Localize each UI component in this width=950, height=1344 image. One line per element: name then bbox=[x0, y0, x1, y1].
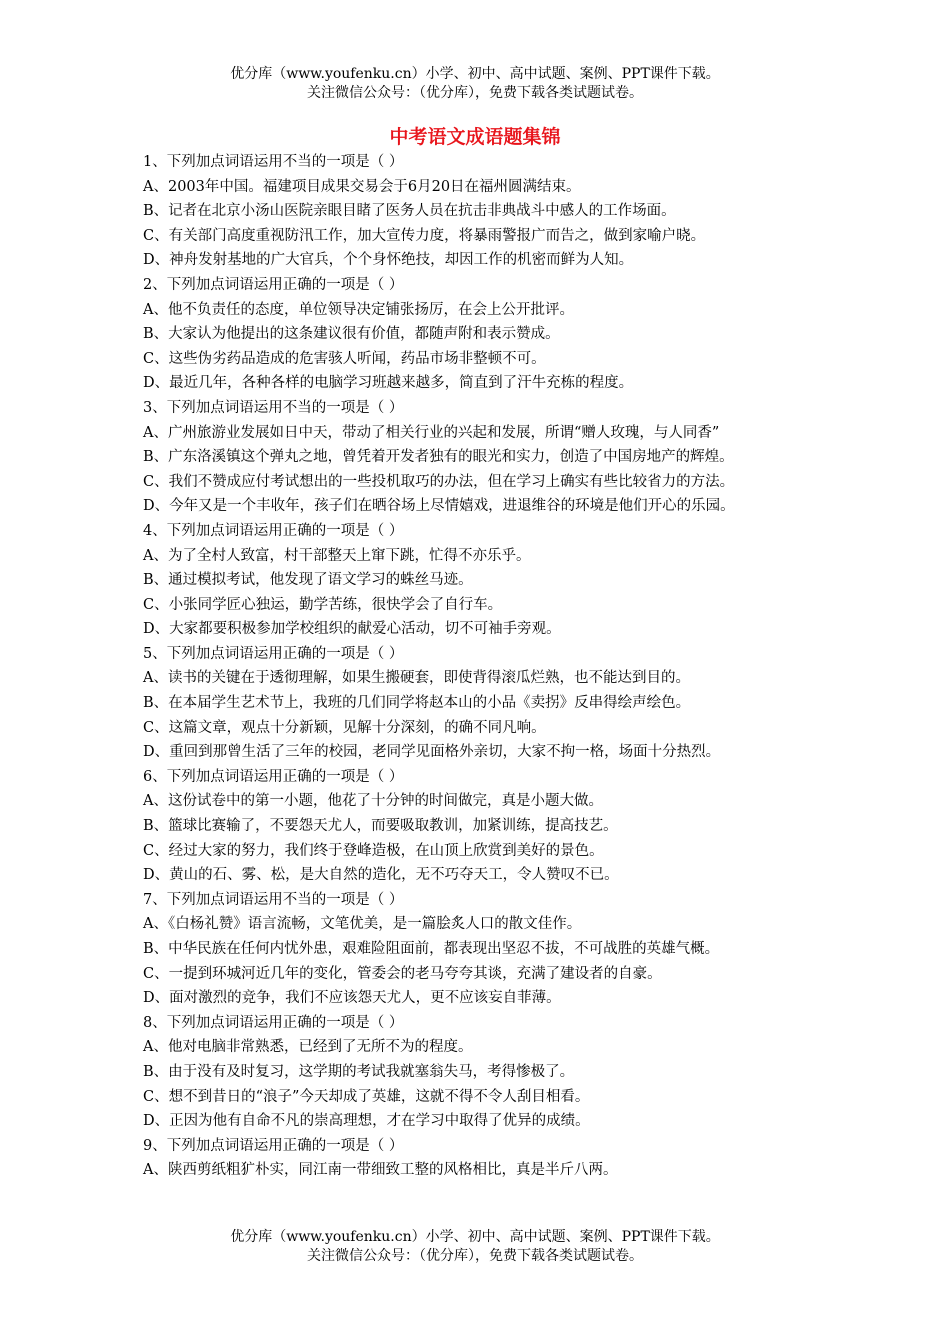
question-6-option-a: A、这份试卷中的第一小题，他花了十分钟的时间做完，真是小题大做。 bbox=[143, 793, 603, 810]
question-3-option-c: C、我们不赞成应付考试想出的一些投机取巧的办法，但在学习上确实有些比较省力的方法。 bbox=[143, 473, 735, 490]
question-1-option-a: A、2003年中国。福建项目成果交易会于6月20日在福州圆满结束。 bbox=[143, 178, 581, 195]
question-list bbox=[143, 150, 823, 1183]
question-5-option-d: D、重回到那曾生活了三年的校园，老同学见面格外亲切，大家不拘一格，场面十分热烈。 bbox=[143, 744, 721, 761]
question-8-option-b: B、由于没有及时复习，这学期的考试我就塞翁失马，考得惨极了。 bbox=[143, 1063, 575, 1080]
question-4-stem: 4、下列加点词语运用正确的一项是（ ） bbox=[143, 522, 404, 539]
question-6-option-b: B、篮球比赛输了，不要怨天尤人，而要吸取教训，加紧训练，提高技艺。 bbox=[143, 818, 618, 835]
document-title: 中考语文成语题集锦 bbox=[389, 126, 561, 148]
question-5-option-c: C、这篇文章，观点十分新颖，见解十分深刻，的确不同凡响。 bbox=[143, 719, 546, 736]
question-2-stem: 2、下列加点词语运用正确的一项是（ ） bbox=[143, 276, 404, 293]
question-4-option-b: B、通过模拟考试，他发现了语文学习的蛛丝马迹。 bbox=[143, 572, 473, 589]
question-7-stem: 7、下列加点词语运用不当的一项是（ ） bbox=[143, 891, 404, 908]
question-1-option-b: B、记者在北京小汤山医院亲眼目睹了医务人员在抗击非典战斗中感人的工作场面。 bbox=[143, 203, 676, 220]
question-8-option-a: A、他对电脑非常熟悉，已经到了无所不为的程度。 bbox=[143, 1039, 473, 1056]
question-4-option-c: C、小张同学匠心独运，勤学苦练，很快学会了自行车。 bbox=[143, 596, 503, 613]
question-2-option-c: C、这些伪劣药品造成的危害骇人听闻，药品市场非整顿不可。 bbox=[143, 350, 546, 367]
question-8-stem: 8、下列加点词语运用正确的一项是（ ） bbox=[143, 1014, 404, 1031]
question-8-option-d: D、正因为他有自命不凡的崇高理想，才在学习中取得了优异的成绩。 bbox=[143, 1113, 590, 1130]
question-1-stem: 1、下列加点词语运用不当的一项是（ ） bbox=[143, 154, 404, 170]
question-3-option-d: D、今年又是一个丰收年，孩子们在晒谷场上尽情嬉戏，进退维谷的环境是他们开心的乐园。 bbox=[143, 498, 735, 515]
header-line-1: 优分库（www.youfenku.cn）小学、初中、高中试题、案例、PPT课件下载。 bbox=[230, 66, 720, 82]
question-3-option-a: A、广州旅游业发展如日中天，带动了相关行业的兴起和发展，所谓“赠人玫瑰，与人同香” bbox=[143, 424, 720, 441]
question-7-option-c: C、一提到环城河近几年的变化，管委会的老马夸夸其谈，充满了建设者的自豪。 bbox=[143, 965, 662, 982]
question-5-option-a: A、读书的关键在于透彻理解，如果生搬硬套，即使背得滚瓜烂熟，也不能达到目的。 bbox=[143, 670, 690, 687]
question-1-option-d: D、神舟发射基地的广大官兵，个个身怀绝技，却因工作的机密而鲜为人知。 bbox=[143, 252, 634, 269]
question-7-option-a: A、《白杨礼赞》语言流畅，文笔优美，是一篇脍炙人口的散文佳作。 bbox=[143, 916, 582, 933]
question-3-stem: 3、下列加点词语运用不当的一项是（ ） bbox=[143, 399, 404, 416]
question-9-option-a: A、陕西剪纸粗犷朴实，同江南一带细致工整的风格相比，真是半斤八两。 bbox=[143, 1162, 618, 1179]
question-3-option-b: B、广东洛溪镇这个弹丸之地，曾凭着开发者独有的眼光和实力，创造了中国房地产的辉煌。 bbox=[143, 449, 734, 466]
question-6-option-d: D、黄山的石、雾、松，是大自然的造化，无不巧夺天工，令人赞叹不已。 bbox=[143, 867, 619, 884]
page-header bbox=[0, 65, 950, 103]
question-7-option-b: B、中华民族在任何内忧外患，艰难险阻面前，都表现出坚忍不拔，不可战胜的英雄气概。 bbox=[143, 941, 720, 957]
page-footer bbox=[0, 1228, 950, 1266]
question-7-option-d: D、面对激烈的竞争，我们不应该怨天尤人，更不应该妄自菲薄。 bbox=[143, 990, 561, 1007]
question-5-stem: 5、下列加点词语运用正确的一项是（ ） bbox=[143, 645, 404, 662]
header-line-2: 关注微信公众号：（优分库），免费下载各类试题试卷。 bbox=[307, 85, 643, 101]
question-4-option-d: D、大家都要积极参加学校组织的献爱心活动，切不可袖手旁观。 bbox=[143, 621, 561, 638]
question-2-option-d: D、最近几年，各种各样的电脑学习班越来越多，简直到了汗牛充栋的程度。 bbox=[143, 375, 634, 392]
question-2-option-b: B、大家认为他提出的这条建议很有价值，都随声附和表示赞成。 bbox=[143, 326, 560, 343]
question-1-option-c: C、有关部门高度重视防汛工作，加大宣传力度，将暴雨警报广而告之，做到家喻户晓。 bbox=[143, 227, 706, 244]
question-4-option-a: A、为了全村人致富，村干部整天上窜下跳，忙得不亦乐乎。 bbox=[143, 547, 531, 564]
question-5-option-b: B、在本届学生艺术节上，我班的几们同学将赵本山的小品《卖拐》反串得绘声绘色。 bbox=[143, 695, 691, 712]
footer-line-1: 优分库（www.youfenku.cn）小学、初中、高中试题、案例、PPT课件下载。 bbox=[230, 1229, 720, 1245]
footer-line-2: 关注微信公众号：（优分库），免费下载各类试题试卷。 bbox=[307, 1248, 643, 1264]
question-8-option-c: C、想不到昔日的“浪子”今天却成了英雄，这就不得不令人刮目相看。 bbox=[143, 1088, 590, 1105]
question-2-option-a: A、他不负责任的态度，单位领导决定铺张扬厉，在会上公开批评。 bbox=[143, 301, 574, 318]
question-6-option-c: C、经过大家的努力，我们终于登峰造极，在山顶上欣赏到美好的景色。 bbox=[143, 842, 604, 859]
question-9-stem: 9、下列加点词语运用正确的一项是（ ） bbox=[143, 1137, 404, 1154]
question-6-stem: 6、下列加点词语运用正确的一项是（ ） bbox=[143, 768, 404, 785]
